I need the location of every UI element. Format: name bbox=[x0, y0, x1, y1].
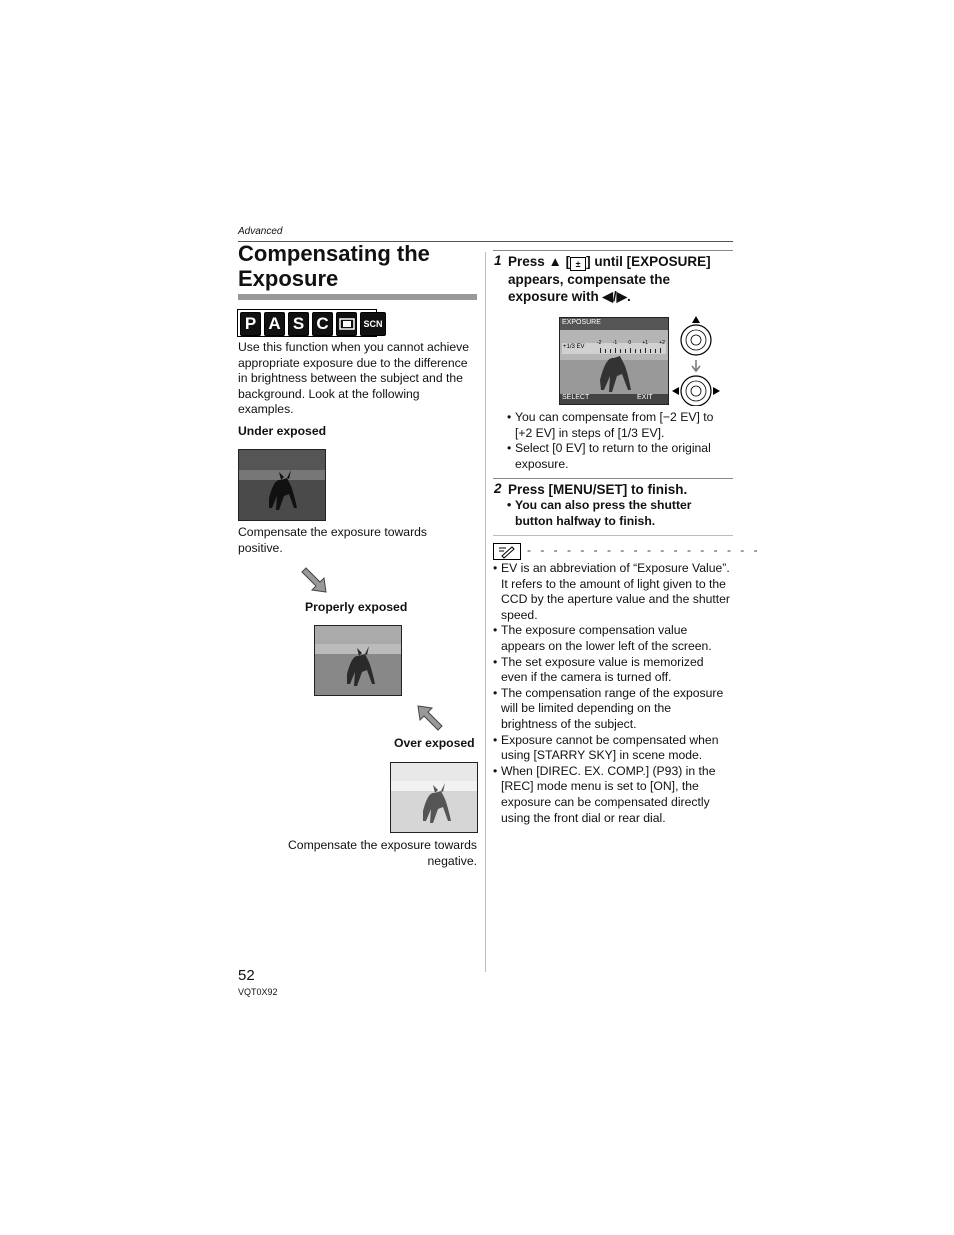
intro-paragraph bbox=[238, 340, 483, 418]
bullet-line: exposure. bbox=[515, 456, 569, 471]
note-line: exposure can be compensated directly bbox=[501, 794, 710, 809]
note-item bbox=[493, 686, 735, 733]
note-line: will be limited depending on the bbox=[501, 701, 672, 716]
title-line-2: Exposure bbox=[238, 266, 339, 291]
note-line: using [STARRY SKY] in scene mode. bbox=[501, 748, 703, 763]
step1-bullet bbox=[507, 441, 733, 472]
note-line: • Exposure cannot be compensated when bbox=[501, 732, 719, 747]
step1-number: 1 bbox=[494, 253, 502, 268]
note-line: • The set exposure value is memorized bbox=[501, 654, 704, 669]
intro-line: background. Look at the following bbox=[238, 386, 420, 401]
motion-picture-icon bbox=[336, 312, 357, 336]
note-line: using the front dial or rear dial. bbox=[501, 810, 666, 825]
camera-screen bbox=[559, 317, 669, 405]
mode-a-icon: A bbox=[264, 312, 285, 336]
step1-line: ] until [EXPOSURE] bbox=[586, 254, 711, 269]
note-item bbox=[493, 733, 735, 764]
scale-label: -2 bbox=[597, 340, 602, 346]
notes-list bbox=[493, 561, 735, 826]
mode-s-icon: S bbox=[288, 312, 309, 336]
intro-line: in brightness between the subject and the bbox=[238, 371, 463, 386]
over-caption bbox=[238, 838, 477, 869]
step1-line: exposure with ◀/▶. bbox=[508, 289, 631, 304]
under-exposed-photo bbox=[238, 449, 326, 521]
page-number: 52 bbox=[238, 967, 255, 984]
step1-bullets bbox=[507, 410, 733, 472]
under-caption bbox=[238, 525, 427, 556]
note-line: CCD by the aperture value and the shutter bbox=[501, 592, 730, 607]
caption-line: negative. bbox=[427, 853, 477, 868]
intro-line: appropriate exposure due to the difference bbox=[238, 355, 468, 370]
note-line: speed. bbox=[501, 607, 538, 622]
scene-mode-icon: SCN bbox=[360, 312, 386, 336]
note-line: • The compensation range of the exposure bbox=[501, 685, 724, 700]
bullet-line: button halfway to finish. bbox=[515, 513, 656, 528]
section-label: Advanced bbox=[238, 226, 283, 237]
mode-p-icon: P bbox=[240, 312, 261, 336]
properly-exposed-photo bbox=[314, 625, 402, 696]
scale-label: +2 bbox=[659, 340, 665, 346]
title-underline bbox=[238, 294, 477, 300]
mode-icons bbox=[240, 312, 386, 336]
note-line: • EV is an abbreviation of “Exposure Value”. bbox=[501, 561, 730, 575]
note-item bbox=[493, 655, 735, 686]
intro-line: examples. bbox=[238, 402, 294, 417]
over-exposed-label: Over exposed bbox=[394, 736, 475, 750]
caption-line: Compensate the exposure towards bbox=[238, 525, 428, 539]
note-icon bbox=[493, 543, 521, 560]
note-line: [REC] mode menu is set to [ON], the bbox=[501, 779, 699, 794]
bullet-line: • Select [0 EV] to return to the original bbox=[515, 441, 711, 456]
step1-line: Press ▲ [ bbox=[508, 254, 571, 269]
step2-number: 2 bbox=[494, 481, 502, 496]
column-divider bbox=[485, 252, 486, 972]
model-code: VQT0X92 bbox=[238, 987, 278, 997]
screen-value: +1/3 EV bbox=[563, 344, 585, 350]
bullet-line: [+2 EV] in steps of [1/3 EV]. bbox=[515, 425, 665, 440]
screen-title: EXPOSURE bbox=[562, 319, 601, 326]
screen-select: SELECT bbox=[562, 394, 590, 401]
screen-scale bbox=[597, 340, 665, 346]
note-line: even if the camera is turned off. bbox=[501, 670, 672, 685]
scale-label: -1 bbox=[612, 340, 618, 346]
mode-c-icon: C bbox=[312, 312, 333, 336]
over-exposed-photo bbox=[390, 762, 478, 833]
step1-rule bbox=[493, 250, 733, 251]
step1-text bbox=[508, 253, 734, 305]
step2-bullet bbox=[507, 498, 733, 529]
note-item bbox=[493, 764, 735, 826]
exposure-icon: ± bbox=[570, 257, 586, 271]
properly-exposed-label: Properly exposed bbox=[305, 600, 408, 614]
note-separator: - - - - - - - - - - - - - - - - - - bbox=[527, 543, 761, 557]
cursor-button-diagram bbox=[670, 314, 722, 411]
note-line: • The exposure compensation value bbox=[501, 623, 688, 638]
note-line: appears on the lower left of the screen. bbox=[501, 638, 712, 653]
step1-bullet bbox=[507, 410, 733, 441]
caption-line: positive. bbox=[238, 540, 283, 555]
caption-line: Compensate the exposure towards bbox=[287, 838, 477, 852]
intro-line: Use this function when you cannot achieve bbox=[238, 340, 470, 354]
step2-text: Press [MENU/SET] to finish. bbox=[508, 482, 688, 497]
step2-rule bbox=[493, 478, 733, 479]
arrow-down-right-icon bbox=[300, 566, 330, 601]
under-exposed-label: Under exposed bbox=[238, 424, 327, 438]
arrow-up-left-icon bbox=[414, 702, 444, 737]
note-line: • When [DIREC. EX. COMP.] (P93) in the bbox=[501, 763, 716, 778]
note-line: brightness of the subject. bbox=[501, 716, 637, 731]
page-title bbox=[238, 241, 430, 291]
bullet-line: • You can compensate from [−2 EV] to bbox=[515, 410, 714, 424]
note-item bbox=[493, 561, 735, 623]
screen-exit: EXIT bbox=[637, 394, 653, 401]
step1-line: appears, compensate the bbox=[508, 272, 671, 287]
note-line: It refers to the amount of light given to the bbox=[501, 576, 726, 591]
step2-bottom-rule bbox=[493, 535, 733, 536]
scale-label: +1 bbox=[642, 340, 649, 346]
scale-label: 0 bbox=[628, 340, 632, 346]
step2-bullet-item bbox=[507, 498, 733, 529]
bullet-line: • You can also press the shutter bbox=[515, 498, 692, 512]
title-line-1: Compensating the bbox=[238, 241, 430, 266]
note-item bbox=[493, 623, 735, 654]
